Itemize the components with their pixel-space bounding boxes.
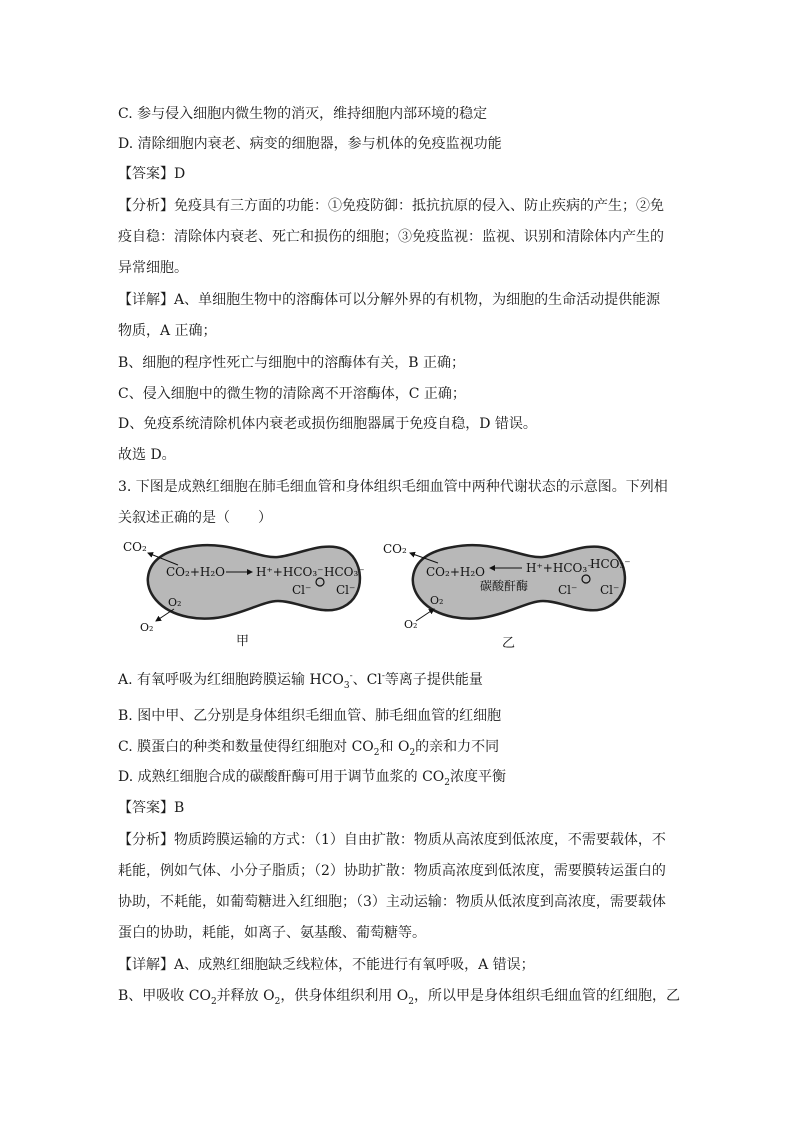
question-3-option-d: D. 成熟红细胞合成的碳酸酐酶可用于调节血浆的 $CO_2$浓度平衡 [118, 769, 506, 788]
analysis2-line-4: 蛋白的协助，耗能，如离子、氨基酸、葡萄糖等。 [118, 925, 426, 941]
detail-line-3: B、细胞的程序性死亡与细胞中的溶酶体有关，B 正确； [118, 355, 466, 371]
answer-label-2: 【答案】B [118, 800, 185, 816]
yi-product: H⁺+HCO₃⁻ [526, 561, 594, 575]
yi-o2-out: O₂ [404, 618, 418, 631]
jia-o2-out: O₂ [140, 621, 154, 634]
jia-product: H⁺+HCO₃⁻ [256, 565, 324, 579]
option-d: D. 清除细胞内衰老、病变的细胞器，参与机体的免疫监视功能 [118, 136, 502, 152]
yi-cl-out: Cl⁻ [600, 583, 620, 597]
yi-cl-in: Cl⁻ [558, 583, 578, 597]
red-blood-cell-diagram [118, 535, 678, 655]
question-3-option-b: B. 图中甲、乙分别是身体组织毛细血管、肺毛细血管的红细胞 [118, 708, 502, 724]
analysis2-line-3: 协助，不耗能，如葡萄糖进入红细胞；（3）主动运输：物质从低浓度到高浓度，需要载体 [118, 894, 666, 910]
question-3-line-2: 关叙述正确的是（ ） [118, 510, 272, 526]
detail-line-1: 【详解】A、单细胞生物中的溶酶体可以分解外界的有机物，为细胞的生命活动提供能源 [118, 292, 661, 308]
jia-hco3-out: HCO₃⁻ [324, 565, 365, 579]
analysis2-line-1: 【分析】物质跨膜运输的方式：（1）自由扩散：物质从高浓度到低浓度，不需要载体，不 [118, 832, 666, 848]
jia-reaction: CO₂+H₂O [166, 565, 225, 579]
jia-cl-in: Cl⁻ [292, 583, 312, 597]
yi-enzyme: 碳酸酐酶 [480, 579, 529, 593]
answer-label: 【答案】D [118, 166, 186, 182]
analysis-line-2: 疫自稳：清除体内衰老、死亡和损伤的细胞；③免疫监视：监视、识别和清除体内产生的 [118, 229, 664, 245]
yi-hco3-out: HCO₃⁻ [590, 557, 631, 571]
detail-line-2: 物质，A 正确； [118, 323, 217, 339]
cell-yi [383, 542, 631, 651]
detail-line-4: C、侵入细胞中的微生物的清除离不开溶酶体，C 正确； [118, 386, 466, 402]
question-3-line-1: 3. 下图是成熟红细胞在肺毛细血管和身体组织毛细血管中两种代谢状态的示意图。下列相 [118, 479, 668, 495]
yi-co2-out: CO₂ [383, 542, 407, 556]
jia-co2-out: CO₂ [123, 540, 147, 554]
choice-summary: 故选 D。 [118, 447, 176, 463]
yi-o2-in: O₂ [430, 594, 444, 607]
detail2-line-2: B、甲吸收 $CO_2$并释放 $O_2$，供身体组织利用 $O_2$，所以甲是身体组织毛细血管的红细胞，乙 [118, 988, 681, 1007]
cell-jia [123, 540, 365, 649]
detail2-line-1: 【详解】A、成熟红细胞缺乏线粒体，不能进行有氧呼吸，A 错误； [118, 957, 535, 973]
jia-cl-out: Cl⁻ [336, 583, 356, 597]
question-3-option-a: A. 有氧呼吸为红细胞跨膜运输 $HCO_3^-$、Cl-等离子提供能量 [118, 671, 483, 691]
analysis-line-1: 【分析】免疫具有三方面的功能：①免疫防御：抵抗抗原的侵入、防止疾病的产生；②免 [118, 198, 664, 214]
question-3-option-c: C. 膜蛋白的种类和数量使得红细胞对 $CO_2$和 $O_2$的亲和力不同 [118, 739, 500, 758]
option-c: C. 参与侵入细胞内微生物的消灭，维持细胞内部环境的稳定 [118, 106, 488, 122]
analysis-line-3: 异常细胞。 [118, 260, 188, 276]
detail-line-5: D、免疫系统清除机体内衰老或损伤细胞器属于免疫自稳，D 错误。 [118, 416, 537, 432]
jia-label: 甲 [236, 634, 250, 649]
yi-reaction: CO₂+H₂O [426, 565, 485, 579]
jia-o2-in: O₂ [168, 596, 182, 609]
analysis2-line-2: 耗能，例如气体、小分子脂质；（2）协助扩散：物质高浓度到低浓度，需要膜转运蛋白的 [118, 863, 666, 879]
yi-label: 乙 [502, 636, 516, 651]
